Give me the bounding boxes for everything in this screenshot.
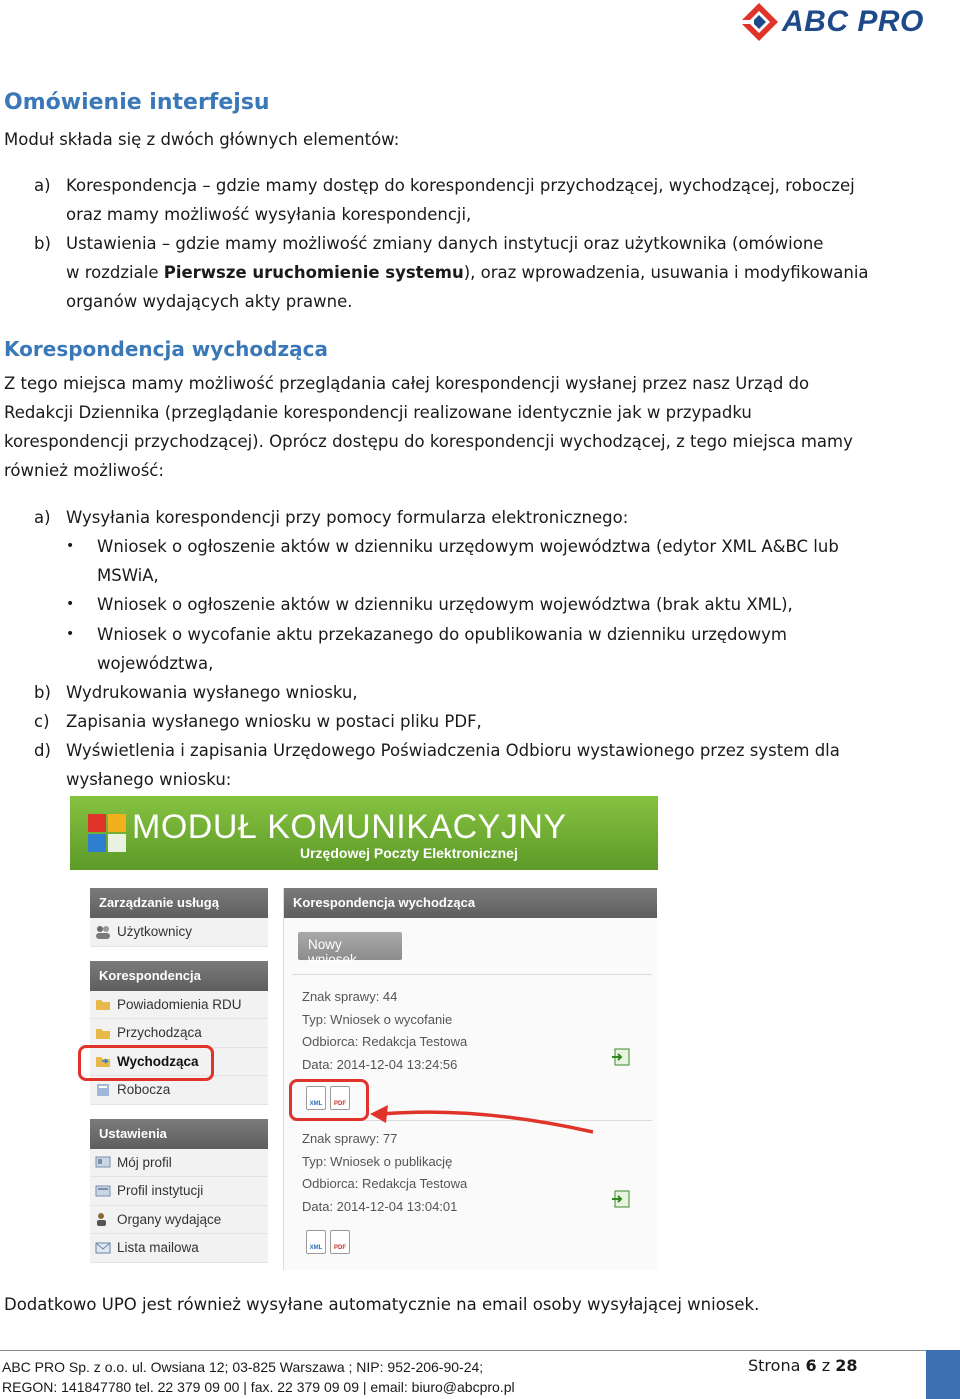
page-total: 28 [835, 1356, 858, 1375]
bullet2-text: Wniosek o ogłoszenie aktów w dzienniku urzędowym województwa (brak aktu XML), [97, 595, 793, 614]
logo-diamond-icon [738, 1, 780, 43]
people-icon [95, 1212, 111, 1226]
folder-icon [95, 997, 111, 1011]
sidebar-section-service [90, 888, 268, 947]
sidebar-item-label: Profil instytucji [117, 1183, 204, 1199]
sidebar-item-label: Powiadomienia RDU [117, 996, 242, 1012]
list2-label-a: a) [34, 508, 51, 527]
sidebar-item-label: Robocza [117, 1082, 171, 1098]
list-label-a: a) [34, 176, 51, 195]
item-b-line1: Ustawienia – gdzie mamy możliwość zmiany danych instytucji oraz użytkownika (omówione [66, 234, 824, 253]
list-label-b: b) [34, 234, 51, 253]
list2-d-line1: Wyświetlenia i zapisania Urzędowego Poświadczenia Odbioru wystawionego przez system dla [66, 741, 840, 760]
item-a-line2: oraz mamy możliwość wysyłania korespondencji, [66, 205, 472, 224]
entry-recipient: Odbiorca: Redakcja Testowa [302, 1176, 468, 1191]
sidebar-section-correspondence [90, 961, 268, 1105]
sidebar-header-correspondence: Korespondencja [90, 961, 268, 991]
entry-type: Typ: Wniosek o wycofanie [302, 1011, 453, 1027]
list2-c-text: Zapisania wysłanego wniosku w postaci pliku PDF, [66, 712, 482, 731]
footer-corner-block [926, 1350, 960, 1399]
sidebar-item-mailing-list[interactable] [90, 1234, 268, 1263]
new-request-button[interactable]: Nowy wniosek [298, 932, 402, 960]
footer-address: ABC PRO Sp. z o.o. ul. Owsiana 12; 03-825 Warszawa ; NIP: 952-206-90-24; [2, 1359, 484, 1375]
closing-text: Dodatkowo UPO jest również wysyłane automatycznie na email osoby wysyłającej wniosek. [4, 1295, 760, 1314]
para-line1: Z tego miejsca mamy możliwość przeglądania całej korespondencji wysłanej przez nasz Urząd do [4, 374, 810, 393]
bullet3-line1: Wniosek o wycofanie aktu przekazanego do opublikowania w dzienniku urzędowym [97, 625, 787, 644]
mail-icon [95, 1241, 111, 1255]
footer-contact: REGON: 141847780 tel. 22 379 09 00 | fax. 22 379 09 09 | email: biuro@abcpro.pl [2, 1379, 515, 1395]
list2-a-text: Wysyłania korespondencji przy pomocy formularza elektronicznego: [66, 508, 629, 527]
bullet-2: • [66, 596, 75, 612]
footer-divider [0, 1350, 960, 1351]
outgoing-panel-header: Korespondencja wychodząca [284, 888, 657, 918]
bullet-3: • [66, 626, 75, 642]
bullet1-line1: Wniosek o ogłoszenie aktów w dzienniku urzędowym województwa (edytor XML A&BC lub [97, 537, 839, 556]
profile-card-icon [95, 1155, 111, 1169]
list2-d-line2: wysłanego wniosku: [66, 770, 232, 789]
sidebar-item-institution-profile[interactable] [90, 1177, 268, 1206]
sidebar-item-label: Organy wydające [117, 1211, 222, 1227]
module-banner-title: MODUŁ KOMUNIKACYJNY [132, 808, 567, 846]
module-screenshot [70, 796, 658, 1270]
bullet-1: • [66, 538, 75, 554]
module-logo-icon [86, 812, 128, 854]
list2-label-d: d) [34, 741, 51, 760]
sidebar-item-notifications[interactable] [90, 991, 268, 1020]
upo-pdf-icon[interactable]: PDF [330, 1230, 350, 1254]
highlight-outgoing-item [78, 1045, 214, 1081]
entry-type: Typ: Wniosek o publikację [302, 1153, 453, 1169]
chapter-reference: Pierwsze uruchomienie systemu [163, 263, 464, 282]
entry-case-number: Znak sprawy: 44 [302, 989, 398, 1004]
sidebar-item-label: Przychodząca [117, 1025, 202, 1041]
page-mid: z [816, 1356, 836, 1375]
page-pre: Strona [748, 1356, 806, 1375]
folder-icon [95, 1026, 111, 1040]
correspondence-entry[interactable] [302, 986, 467, 1076]
list2-label-b: b) [34, 683, 51, 702]
list2-label-c: c) [34, 712, 50, 731]
sidebar-item-my-profile[interactable] [90, 1149, 268, 1178]
section-title-interface: Omówienie interfejsu [4, 90, 270, 115]
section-title-outgoing: Korespondencja wychodząca [4, 337, 328, 361]
item-a-line1: Korespondencja – gdzie mamy dostęp do korespondencji przychodzącej, wychodzącej, roboczej [66, 176, 855, 195]
para-line2: Redakcji Dziennika (przeglądanie korespondencji realizowane identycznie jak w przypadku [4, 403, 752, 422]
sidebar-header-settings: Ustawienia [90, 1119, 268, 1149]
module-banner-subtitle: Urzędowej Poczty Elektronicznej [300, 845, 518, 861]
page-current: 6 [805, 1356, 817, 1375]
para-line3: korespondencji przychodzącej). Oprócz dostępu do korespondencji wychodzącej, z tego miejsca mamy [4, 432, 853, 451]
upo-pdf-icon[interactable]: PDF [330, 1086, 350, 1110]
upo-xml-icon[interactable]: XML [306, 1230, 326, 1254]
module-banner [70, 796, 658, 870]
bullet3-line2: województwa, [97, 654, 214, 673]
sidebar-item-label: Lista mailowa [117, 1240, 199, 1256]
annotation-arrow-icon [368, 1096, 598, 1136]
sidebar-item-issuing-bodies[interactable] [90, 1206, 268, 1235]
users-icon [95, 925, 111, 939]
page-number [748, 1356, 857, 1375]
sidebar-item-incoming[interactable] [90, 1019, 268, 1048]
item-b-line2-post: ), oraz wprowadzenia, usuwania i modyfikowania [463, 263, 869, 282]
bullet1-line2: MSWiA, [97, 566, 159, 585]
sidebar-header-service: Zarządzanie usługą [90, 888, 268, 918]
export-excel-icon[interactable] [611, 1048, 631, 1066]
item-b-line2-pre: w rozdziale [66, 263, 164, 282]
sidebar-item-label: Użytkownicy [117, 924, 193, 940]
upo-xml-icon[interactable]: XML [306, 1086, 326, 1110]
sidebar-item-label: Mój profil [117, 1154, 172, 1170]
logo-text: ABC PRO [782, 5, 924, 38]
abc-pro-logo [738, 0, 938, 44]
entry-case-number: Znak sprawy: 77 [302, 1131, 398, 1146]
entry-recipient: Odbiorca: Redakcja Testowa [302, 1034, 468, 1049]
item-b-line2 [66, 258, 869, 287]
divider [292, 974, 652, 975]
correspondence-entry[interactable] [302, 1128, 467, 1218]
institution-card-icon [95, 1184, 111, 1198]
highlight-upo-icons [289, 1079, 369, 1121]
draft-icon [95, 1083, 111, 1097]
entry-date: Data: 2014-12-04 13:04:01 [302, 1198, 458, 1214]
module-sidebar [90, 888, 268, 1277]
export-excel-icon[interactable] [611, 1190, 631, 1208]
sidebar-item-label: Wychodząca [117, 1053, 199, 1069]
para-line4: również możliwość: [4, 461, 164, 480]
entry-date: Data: 2014-12-04 13:24:56 [302, 1056, 458, 1072]
sidebar-item-users[interactable] [90, 918, 268, 947]
sidebar-section-settings [90, 1119, 268, 1263]
item-b-line3: organów wydających akty prawne. [66, 292, 353, 311]
intro-text: Moduł składa się z dwóch głównych elementów: [4, 130, 400, 149]
list2-b-text: Wydrukowania wysłanego wniosku, [66, 683, 358, 702]
